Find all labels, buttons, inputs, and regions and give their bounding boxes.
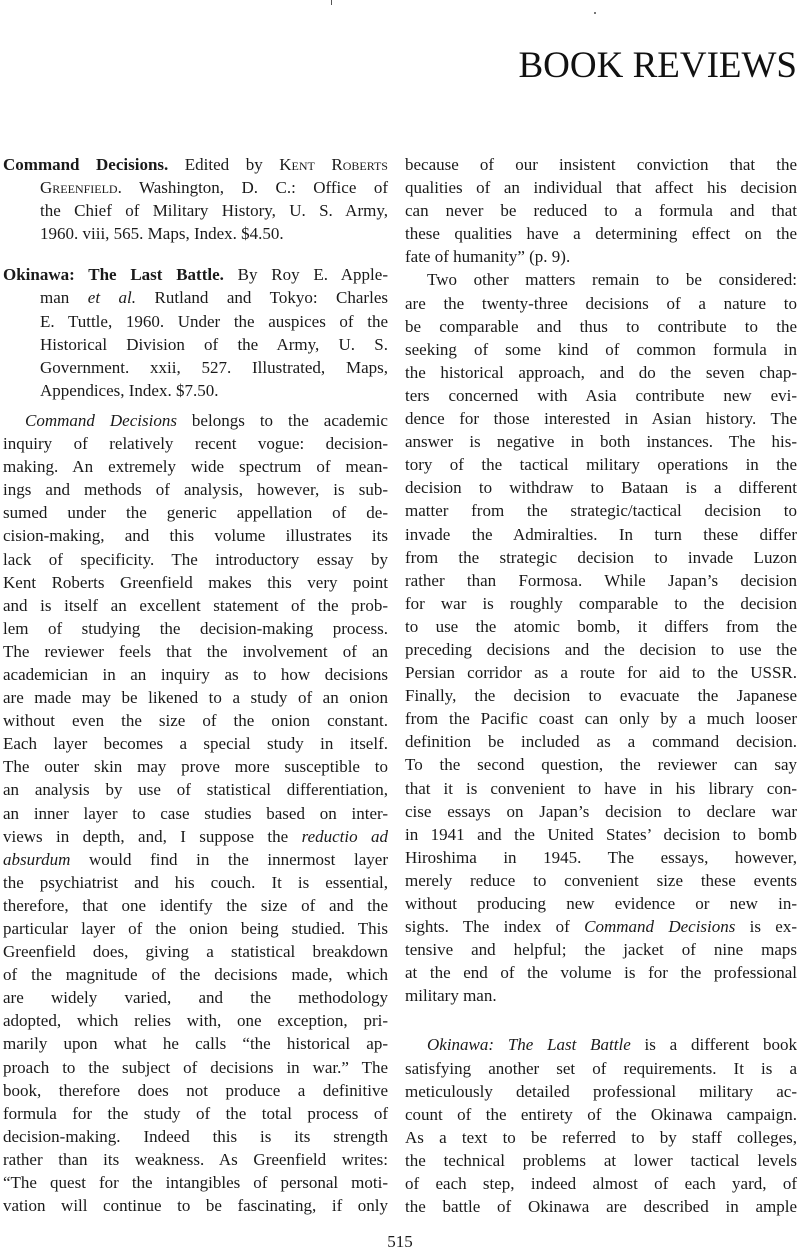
review-paragraph bbox=[405, 268, 797, 1007]
text-line bbox=[3, 263, 388, 286]
text-line: decision to withdraw to Bataan is a different bbox=[405, 478, 797, 498]
italic-text: Command Decisions bbox=[25, 410, 177, 430]
book-entry bbox=[3, 153, 388, 245]
italic-text: reductio ad bbox=[301, 826, 388, 846]
text-line: because of our insistent conviction that the bbox=[405, 155, 797, 174]
text-segment: man bbox=[40, 288, 88, 308]
text-line: definition be included as a command decision. bbox=[405, 732, 797, 752]
text-line: Government. xxii, 527. Illustrated, Maps, bbox=[40, 357, 388, 377]
scan-mark bbox=[331, 0, 332, 5]
text-segment: would find in the innermost layer bbox=[70, 849, 388, 869]
text-line: answer is negative in both instances. The his- bbox=[405, 432, 797, 452]
text-line: are the twenty-three decisions of a nature to bbox=[405, 293, 797, 313]
text-line: lack of specificity. The introductory essay by bbox=[3, 549, 388, 569]
text-line: Hiroshima in 1945. The essays, however, bbox=[405, 847, 797, 867]
text-line: be comparable and thus to contribute to the bbox=[405, 316, 797, 336]
text-line: and is itself an excellent statement of the prob- bbox=[3, 595, 388, 615]
text-line: lem of studying the decision-making process. bbox=[3, 618, 388, 638]
text-line: “The quest for the intangibles of personal moti- bbox=[3, 1173, 388, 1193]
small-caps-name: Kent Roberts bbox=[279, 155, 388, 174]
text-line: to use the atomic bomb, it differs from the bbox=[405, 616, 797, 636]
text-line bbox=[3, 825, 388, 848]
text-line: academician in an inquiry as to how decisions bbox=[3, 664, 388, 684]
text-line: Greenfield does, giving a statistical breakdown bbox=[3, 942, 388, 962]
italic-text: et al. bbox=[87, 288, 137, 308]
text-line: As a text to be referred to by staff colleges, bbox=[405, 1127, 797, 1147]
right-column bbox=[405, 153, 797, 1218]
text-line: the psychiatrist and his couch. It is essential, bbox=[3, 872, 388, 892]
text-line: Persian corridor as a route for aid to the USSR. bbox=[405, 663, 797, 683]
text-segment: is ex- bbox=[735, 917, 797, 937]
text-segment: belongs to the academic bbox=[176, 410, 388, 430]
text-line: Each layer becomes a special study in itself. bbox=[3, 734, 388, 754]
text-line: from the Pacific coast can only by a much looser bbox=[405, 709, 797, 729]
text-line: sumed under the generic appellation of de- bbox=[3, 503, 388, 523]
text-line: tory of the tactical military operations in the bbox=[405, 455, 797, 475]
text-line: marily upon what he calls “the historical ap- bbox=[3, 1034, 388, 1054]
text-line: rather than its weakness. As Greenfield writes: bbox=[3, 1149, 388, 1169]
text-line: the Chief of Military History, U. S. Army, bbox=[40, 201, 388, 221]
text-line: Two other matters remain to be considered: bbox=[427, 270, 797, 290]
text-line: adopted, which relies with, one exception, pri- bbox=[3, 1011, 388, 1031]
text-line: matter from the strategic/tactical decision to bbox=[405, 501, 797, 521]
text-line: meticulously detailed professional military ac- bbox=[405, 1081, 797, 1101]
text-segment: Rutland and Tokyo: Charles bbox=[136, 288, 388, 308]
text-line: vation will continue to be fascinating, if only bbox=[3, 1196, 388, 1216]
text-line: at the end of the volume is for the professional bbox=[405, 963, 797, 983]
text-line: cision-making, and this volume illustrates its bbox=[3, 526, 388, 546]
scan-dot bbox=[594, 12, 596, 14]
italic-text: Okinawa: The Last Battle bbox=[427, 1035, 631, 1055]
small-caps-name: Greenfield. bbox=[40, 178, 122, 198]
text-line: decision-making. Indeed this is its strength bbox=[3, 1126, 388, 1146]
text-line: military man. bbox=[405, 986, 497, 1006]
book-entry bbox=[3, 263, 388, 402]
spacer bbox=[3, 245, 388, 263]
text-segment: is a different book bbox=[630, 1035, 797, 1055]
text-line: that it is convenient to have in his library con- bbox=[405, 778, 797, 798]
text-line bbox=[3, 409, 388, 432]
text-line: fate of humanity” (p. 9). bbox=[405, 247, 571, 267]
text-line bbox=[3, 848, 388, 871]
text-line: seeking of some kind of common formula in bbox=[405, 339, 797, 359]
text-segment: By Roy E. Apple- bbox=[223, 265, 388, 285]
text-line: for war is roughly comparable to the decision bbox=[405, 593, 797, 613]
text-segment: Edited by bbox=[168, 155, 280, 174]
text-line: Finally, the decision to evacuate the Japanese bbox=[405, 686, 797, 706]
text-line: merely reduce to convenient size these events bbox=[405, 870, 797, 890]
review-paragraph bbox=[405, 1033, 797, 1218]
text-line: Historical Division of the Army, U. S. bbox=[40, 334, 388, 354]
text-line: can never be reduced to a formula and that bbox=[405, 201, 797, 221]
spacer bbox=[3, 402, 388, 409]
text-line: are made may be likened to a study of an onion bbox=[3, 688, 388, 708]
text-line: cise essays on Japan’s decision to declare war bbox=[405, 801, 797, 821]
text-line: The outer skin may prove more susceptible to bbox=[3, 757, 388, 777]
text-line bbox=[3, 153, 388, 176]
text-line: particular layer of the onion being studied. This bbox=[3, 919, 388, 938]
text-line: rather than Formosa. While Japan’s decision bbox=[405, 570, 797, 590]
text-line bbox=[405, 1033, 797, 1056]
italic-text: absurdum bbox=[3, 849, 71, 869]
text-line: in 1941 and the United States’ decision to bomb bbox=[405, 824, 797, 844]
text-line: tensive and helpful; the jacket of nine maps bbox=[405, 940, 797, 960]
text-line: the historical approach, and do the seven chap- bbox=[405, 362, 797, 382]
text-line: 1960. viii, 565. Maps, Index. $4.50. bbox=[40, 224, 284, 244]
text-line: proach to the subject of decisions in war.” The bbox=[3, 1057, 388, 1077]
text-line: Appendices, Index. $7.50. bbox=[40, 380, 219, 400]
text-line: ters concerned with Asia contribute new evi- bbox=[405, 385, 797, 405]
text-line: Kent Roberts Greenfield makes this very point bbox=[3, 572, 388, 592]
text-line bbox=[3, 176, 388, 199]
text-line: making. An extremely wide spectrum of mean- bbox=[3, 457, 388, 477]
text-line: of each step, indeed almost of each yard, of bbox=[405, 1174, 797, 1194]
text-line: an analysis by use of statistical differentiation, bbox=[3, 780, 388, 800]
text-line: book, therefore does not produce a definitive bbox=[3, 1080, 388, 1100]
text-line: an inner layer to case studies based on inter- bbox=[3, 803, 388, 823]
text-line: without producing new evidence or new in- bbox=[405, 894, 797, 913]
text-line: the technical problems at lower tactical levels bbox=[405, 1150, 797, 1170]
italic-text: Command Decisions bbox=[584, 917, 736, 937]
text-line: are widely varied, and the methodology bbox=[3, 988, 388, 1008]
text-line: preceding decisions and the decision to use the bbox=[405, 639, 797, 659]
text-line: count of the entirety of the Okinawa campaign. bbox=[405, 1104, 797, 1124]
text-line: To the second question, the reviewer can say bbox=[405, 755, 797, 775]
text-line: without even the size of the onion constant. bbox=[3, 711, 388, 731]
left-column bbox=[3, 153, 388, 1217]
section-title: BOOK REVIEWS bbox=[518, 45, 797, 86]
review-paragraph bbox=[3, 409, 388, 1217]
text-line: formula for the study of the total process of bbox=[3, 1103, 388, 1123]
text-line: E. Tuttle, 1960. Under the auspices of the bbox=[40, 311, 388, 331]
text-line: dence for those interested in Asian history. The bbox=[405, 409, 797, 429]
text-line: invade the Admiralties. In turn these differ bbox=[405, 524, 797, 544]
bold-title: Command Decisions. bbox=[3, 155, 169, 174]
text-line: these qualities have a determining effect on the bbox=[405, 224, 797, 244]
text-line: of the magnitude of the decisions made, which bbox=[3, 965, 388, 985]
text-segment: Washington, D. C.: Office of bbox=[121, 178, 388, 198]
text-segment: views in depth, and, I suppose the bbox=[3, 826, 302, 846]
bold-title: Okinawa: The Last Battle. bbox=[3, 265, 224, 285]
text-line: therefore, that one identify the size of and the bbox=[3, 895, 388, 915]
text-line bbox=[405, 915, 797, 938]
text-line: inquiry of relatively recent vogue: decision- bbox=[3, 434, 388, 454]
spacer bbox=[405, 1007, 797, 1033]
text-segment: sights. The index of bbox=[405, 917, 585, 937]
text-line: from the strategic decision to invade Luzon bbox=[405, 547, 797, 567]
page-number: 515 bbox=[387, 1232, 413, 1251]
text-line: qualities of an individual that affect his decision bbox=[405, 178, 797, 198]
text-line: ings and methods of analysis, however, is sub- bbox=[3, 480, 388, 500]
text-line bbox=[3, 286, 388, 309]
review-paragraph bbox=[405, 153, 797, 268]
text-line: The reviewer feels that the involvement of an bbox=[3, 641, 388, 661]
text-line: satisfying another set of requirements. It is a bbox=[405, 1058, 797, 1078]
text-line: the battle of Okinawa are described in ample bbox=[405, 1197, 797, 1217]
